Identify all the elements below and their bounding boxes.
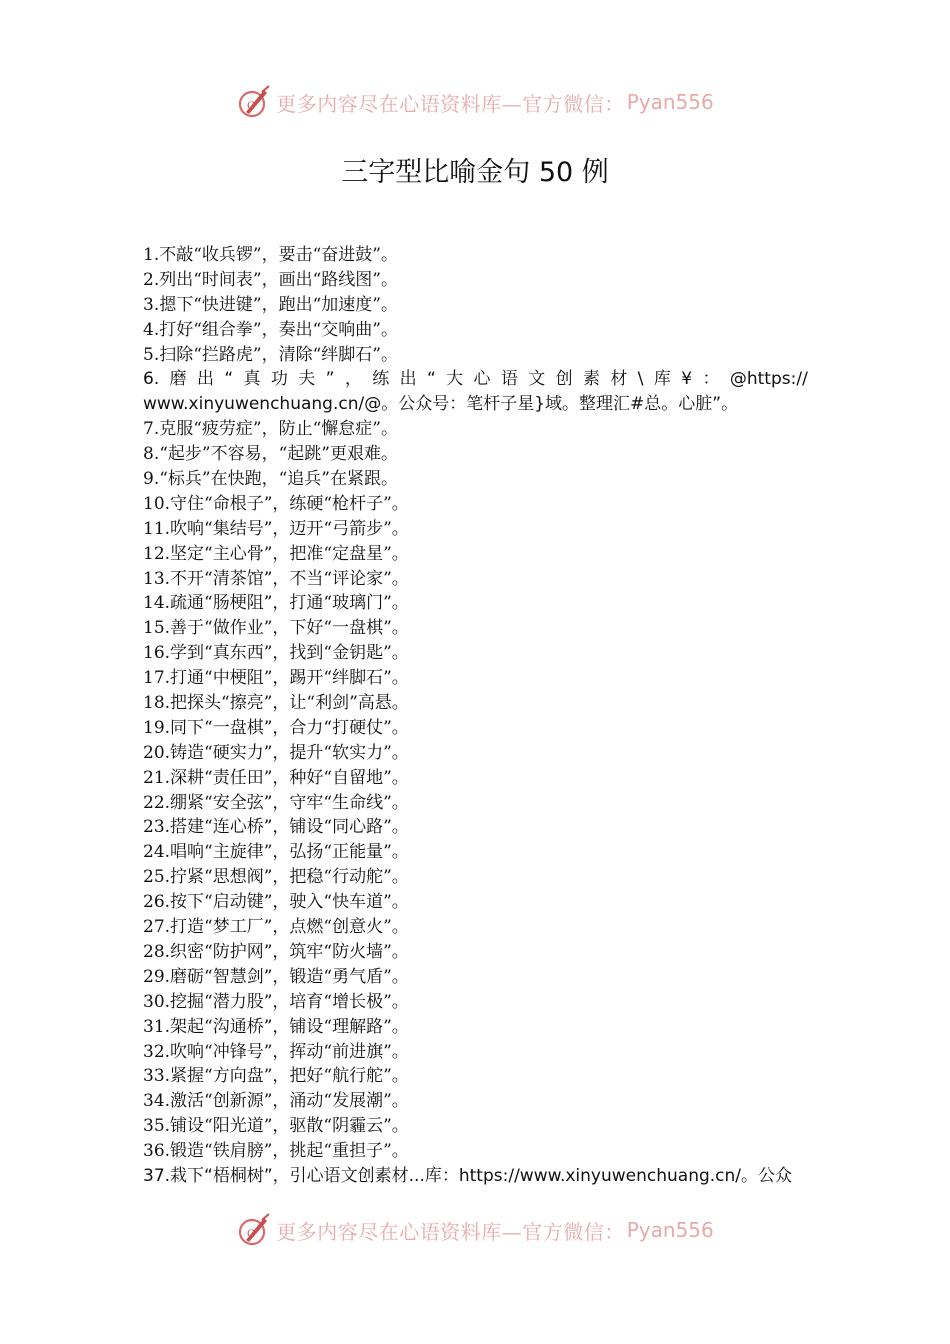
footer-banner [0, 1210, 950, 1250]
list-item: 3.摁下“快进键”，跑出“加速度”。 [143, 294, 398, 315]
list-item: 22.绷紧“安全弦”，守牢“生命线”。 [143, 792, 409, 813]
list-item: 35.铺设“阳光道”，驱散“阴霾云”。 [143, 1116, 409, 1137]
list-item: 29.磨砺“智慧剑”，锻造“勇气盾”。 [143, 966, 409, 987]
list-item-justified [143, 367, 808, 392]
banner-handle: Pyan556 [626, 1218, 714, 1242]
content-body [143, 243, 808, 1189]
justified-glyph: @https:// [729, 369, 808, 390]
justified-glyph: 出 [196, 369, 214, 390]
justified-glyph: ， [344, 369, 362, 390]
list-item: 19.同下“一盘棋”，合力“打硬仗”。 [143, 717, 409, 738]
header-banner [0, 82, 950, 122]
list-item: 11.吹响“集结号”，迈开“弓箭步”。 [143, 518, 409, 539]
justified-glyph: 磨 [169, 369, 187, 390]
justified-glyph: 文 [528, 369, 546, 390]
banner-text: 更多内容尽在心语资料库—官方微信： [276, 91, 625, 116]
list-item: 33.紧握“方向盘”，把好“航行舵”。 [143, 1066, 409, 1087]
list-item: 24.唱响“主旋律”，弘扬“正能量”。 [143, 842, 409, 863]
justified-glyph: 功 [270, 369, 288, 390]
list-item: 14.疏通“肠梗阻”，打通“玻璃门”。 [143, 593, 409, 614]
justified-glyph: 夫 [298, 369, 316, 390]
justified-glyph: 素 [583, 369, 601, 390]
justified-glyph: 大 [446, 369, 464, 390]
justified-glyph: \ [637, 369, 644, 390]
justified-glyph: 材 [610, 369, 628, 390]
list-item: 18.把探头“擦亮”，让“利剑”高悬。 [143, 693, 409, 714]
list-item: 17.打通“中梗阻”，踢开“绊脚石”。 [143, 668, 409, 689]
list-item: 26.按下“启动键”，驶入“快车道”。 [143, 892, 409, 913]
justified-glyph: ： [702, 369, 720, 390]
list-item: 12.坚定“主心骨”，把准“定盘星”。 [143, 543, 409, 564]
list-item: 37.栽下“梧桐树”，引心语文创素材...库：https://www.xinyuwenchuang.cn/。公众 [143, 1165, 793, 1186]
list-item: 4.打好“组合拳”，奏出“交响曲”。 [143, 319, 398, 340]
justified-glyph: “ [224, 369, 234, 390]
list-item: 9.“标兵”在快跑，“追兵”在紧跟。 [143, 469, 398, 490]
justified-glyph: 真 [243, 369, 261, 390]
justified-glyph: ¥ [681, 369, 693, 390]
list-item: 13.不开“清茶馆”，不当“评论家”。 [143, 568, 409, 589]
justified-glyph: 6. [143, 369, 160, 390]
list-item: 15.善于“做作业”，下好“一盘棋”。 [143, 618, 409, 639]
justified-glyph: “ [426, 369, 436, 390]
list-item: 5.扫除“拦路虎”，清除“绊脚石”。 [143, 344, 398, 365]
list-item: 25.拧紧“思想阀”，把稳“行动舵”。 [143, 867, 409, 888]
svg-text:C: C [247, 101, 255, 112]
quill-logo-icon [236, 84, 272, 120]
justified-glyph: 库 [653, 369, 671, 390]
list-item: 32.吹响“冲锋号”，挥动“前进旗”。 [143, 1041, 409, 1062]
banner-text: 更多内容尽在心语资料库—官方微信： [276, 1219, 625, 1244]
svg-text:C: C [247, 1229, 255, 1240]
list-item: 31.架起“沟通桥”，铺设“理解路”。 [143, 1016, 409, 1037]
list-item: 20.铸造“硬实力”，提升“软实力”。 [143, 742, 409, 763]
list-item: 30.挖掘“潜力股”，培育“增长极”。 [143, 991, 409, 1012]
justified-glyph: 出 [399, 369, 417, 390]
list-item: 16.学到“真东西”，找到“金钥匙”。 [143, 643, 409, 664]
list-item-continuation: www.xinyuwenchuang.cn/@。公众号：笔杆子星}域。整理汇#总。心脏”。 [143, 394, 739, 415]
justified-glyph: 语 [500, 369, 518, 390]
justified-glyph: 创 [555, 369, 573, 390]
list-item: 8.“起步”不容易，“起跳”更艰难。 [143, 444, 398, 465]
page-title: 三字型比喻金句 50 例 [341, 157, 609, 188]
list-item: 28.织密“防护网”，筑牢“防火墙”。 [143, 941, 409, 962]
list-item: 27.打造“梦工厂”，点燃“创意火”。 [143, 917, 409, 938]
justified-glyph: 心 [473, 369, 491, 390]
list-item: 1.不敲“收兵锣”，要击“奋进鼓”。 [143, 245, 398, 265]
list-item: 36.锻造“铁肩膀”，挑起“重担子”。 [143, 1141, 409, 1162]
list-item: 7.克服“疲劳症”，防止“懈怠症”。 [143, 419, 398, 440]
list-item: 21.深耕“责任田”，种好“自留地”。 [143, 767, 409, 788]
quill-logo-icon [236, 1212, 272, 1248]
banner-handle: Pyan556 [626, 90, 714, 114]
justified-glyph: 练 [372, 369, 390, 390]
list-item: 34.激活“创新源”，涌动“发展潮”。 [143, 1091, 409, 1112]
list-item: 10.守住“命根子”，练硬“枪杆子”。 [143, 493, 409, 514]
list-item: 23.搭建“连心桥”，铺设“同心路”。 [143, 817, 409, 838]
justified-glyph: ” [325, 369, 335, 390]
list-item: 2.列出“时间表”，画出“路线图”。 [143, 269, 398, 290]
